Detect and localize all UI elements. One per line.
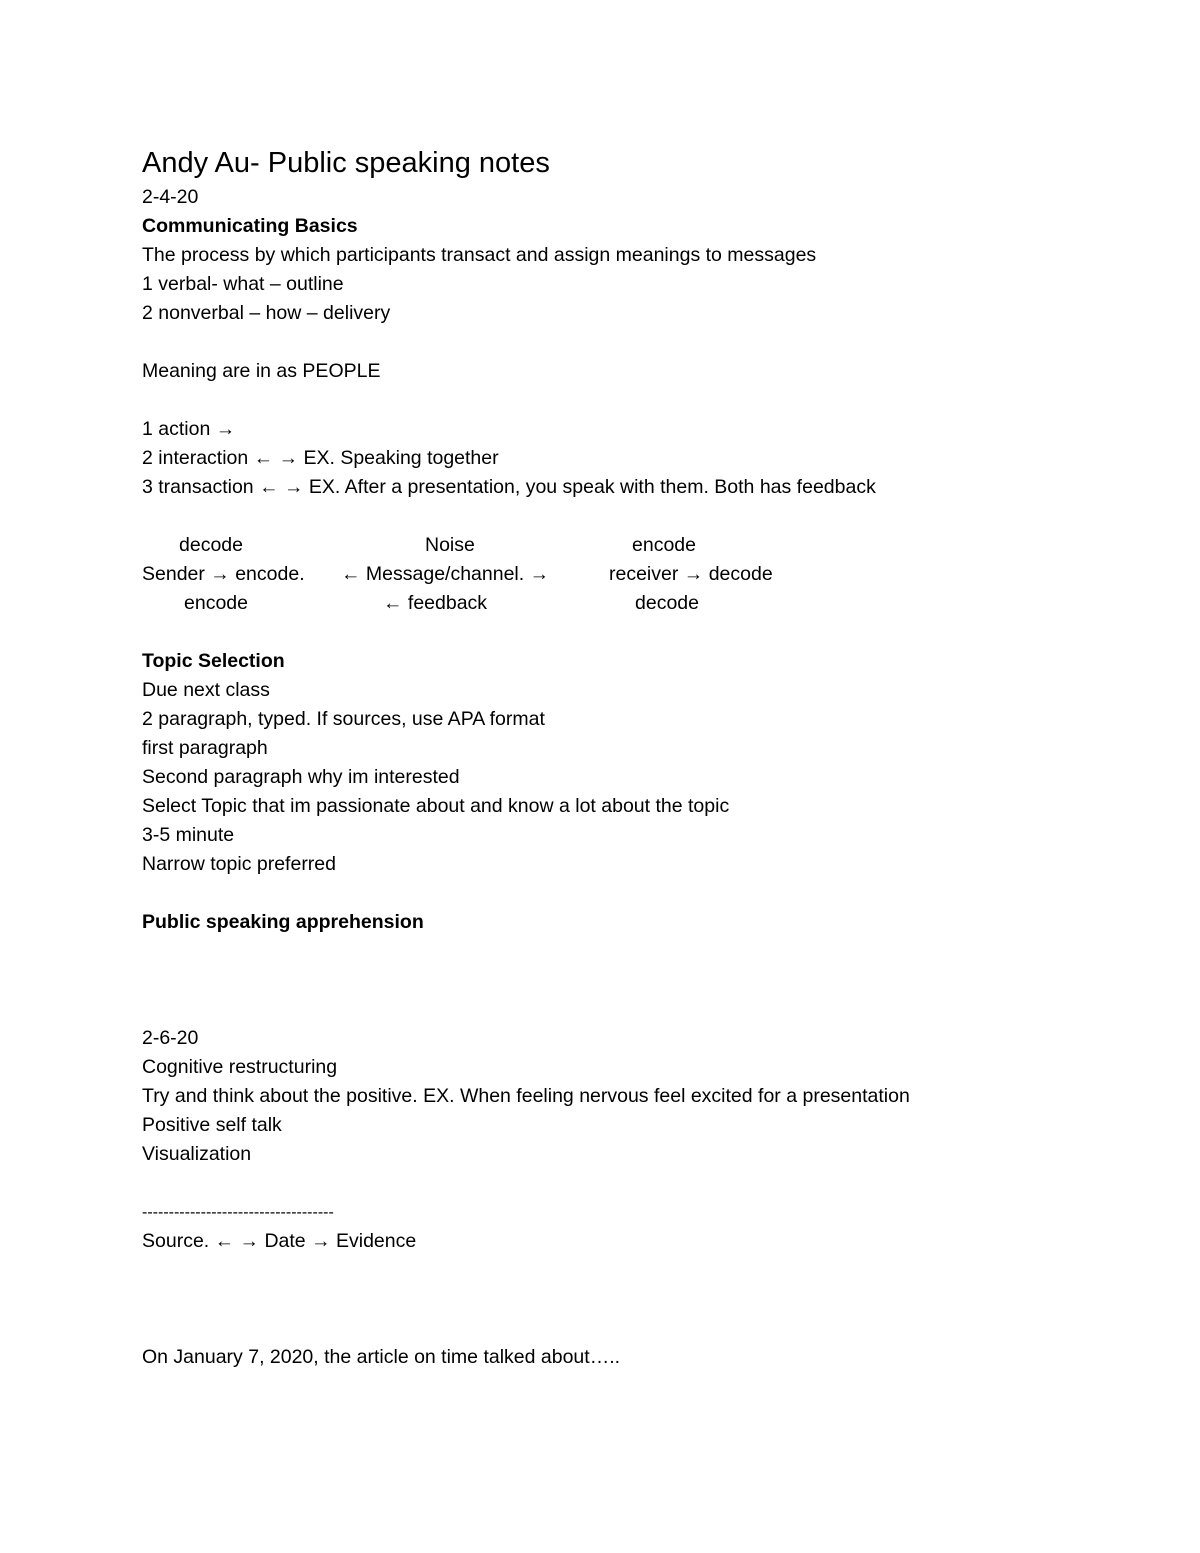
model-interaction: 2 interaction ← → EX. Speaking together [142, 447, 499, 469]
section2-item: Try and think about the positive. EX. When feeling nervous feel excited for a presentation [142, 1085, 910, 1107]
diagram-sender: Sender → encode. [142, 563, 305, 585]
heading-topic-selection: Topic Selection [142, 650, 285, 672]
topic-item: first paragraph [142, 737, 268, 759]
spacer [142, 1169, 1042, 1198]
diagram-encode-bottom: encode [184, 592, 248, 614]
meaning-line: Meaning are in as PEOPLE [142, 360, 381, 382]
diagram-decode-label: decode [179, 534, 243, 556]
date-2-4-20: 2-4-20 [142, 186, 199, 208]
heading-public-speaking-apprehension: Public speaking apprehension [142, 911, 424, 933]
spacer [142, 879, 1042, 908]
topic-item: 3-5 minute [142, 824, 235, 846]
spacer [142, 1256, 1042, 1314]
diagram-encode-label: encode [632, 534, 696, 556]
section2-item: Visualization [142, 1143, 252, 1165]
date-2-6-20: 2-6-20 [142, 1027, 199, 1049]
spacer [142, 328, 1042, 357]
diagram-receiver: receiver → decode [609, 563, 773, 585]
section2-item: Cognitive restructuring [142, 1056, 338, 1078]
topic-item: Due next class [142, 679, 270, 701]
document-title: Andy Au- Public speaking notes [142, 147, 550, 179]
spacer [142, 502, 1042, 531]
spacer [142, 937, 1042, 1024]
diagram-noise-label: Noise [425, 534, 475, 556]
diagram-row-middle [142, 560, 1042, 589]
document-content [142, 143, 1042, 1372]
spacer [142, 1314, 1042, 1343]
verbal-point: 1 verbal- what – outline [142, 273, 344, 295]
model-action: 1 action → [142, 418, 236, 440]
section2-item: Positive self talk [142, 1114, 282, 1136]
spacer [142, 618, 1042, 647]
heading-communicating-basics: Communicating Basics [142, 215, 358, 237]
topic-item: Select Topic that im passionate about and know a lot about the topic [142, 795, 730, 817]
spacer [142, 386, 1042, 415]
model-transaction: 3 transaction ← → EX. After a presentation, you speak with them. Both has feedback [142, 476, 876, 498]
topic-item: Second paragraph why im interested [142, 766, 460, 788]
diagram-row-bottom [142, 589, 1042, 618]
source-line: Source. ← → Date → Evidence [142, 1230, 417, 1252]
diagram-feedback: ← feedback [383, 592, 488, 614]
topic-item: 2 paragraph, typed. If sources, use APA format [142, 708, 545, 730]
definition-line: The process by which participants transact and assign meanings to messages [142, 244, 817, 266]
topic-item: Narrow topic preferred [142, 853, 336, 875]
diagram-message-channel: ← Message/channel. → [341, 563, 550, 585]
closing-line: On January 7, 2020, the article on time talked about….. [142, 1346, 621, 1368]
diagram-row-top [142, 531, 1042, 560]
nonverbal-point: 2 nonverbal – how – delivery [142, 302, 391, 324]
diagram-decode-bottom: decode [635, 592, 699, 614]
dashed-divider: ------------------------------------ [142, 1204, 334, 1221]
